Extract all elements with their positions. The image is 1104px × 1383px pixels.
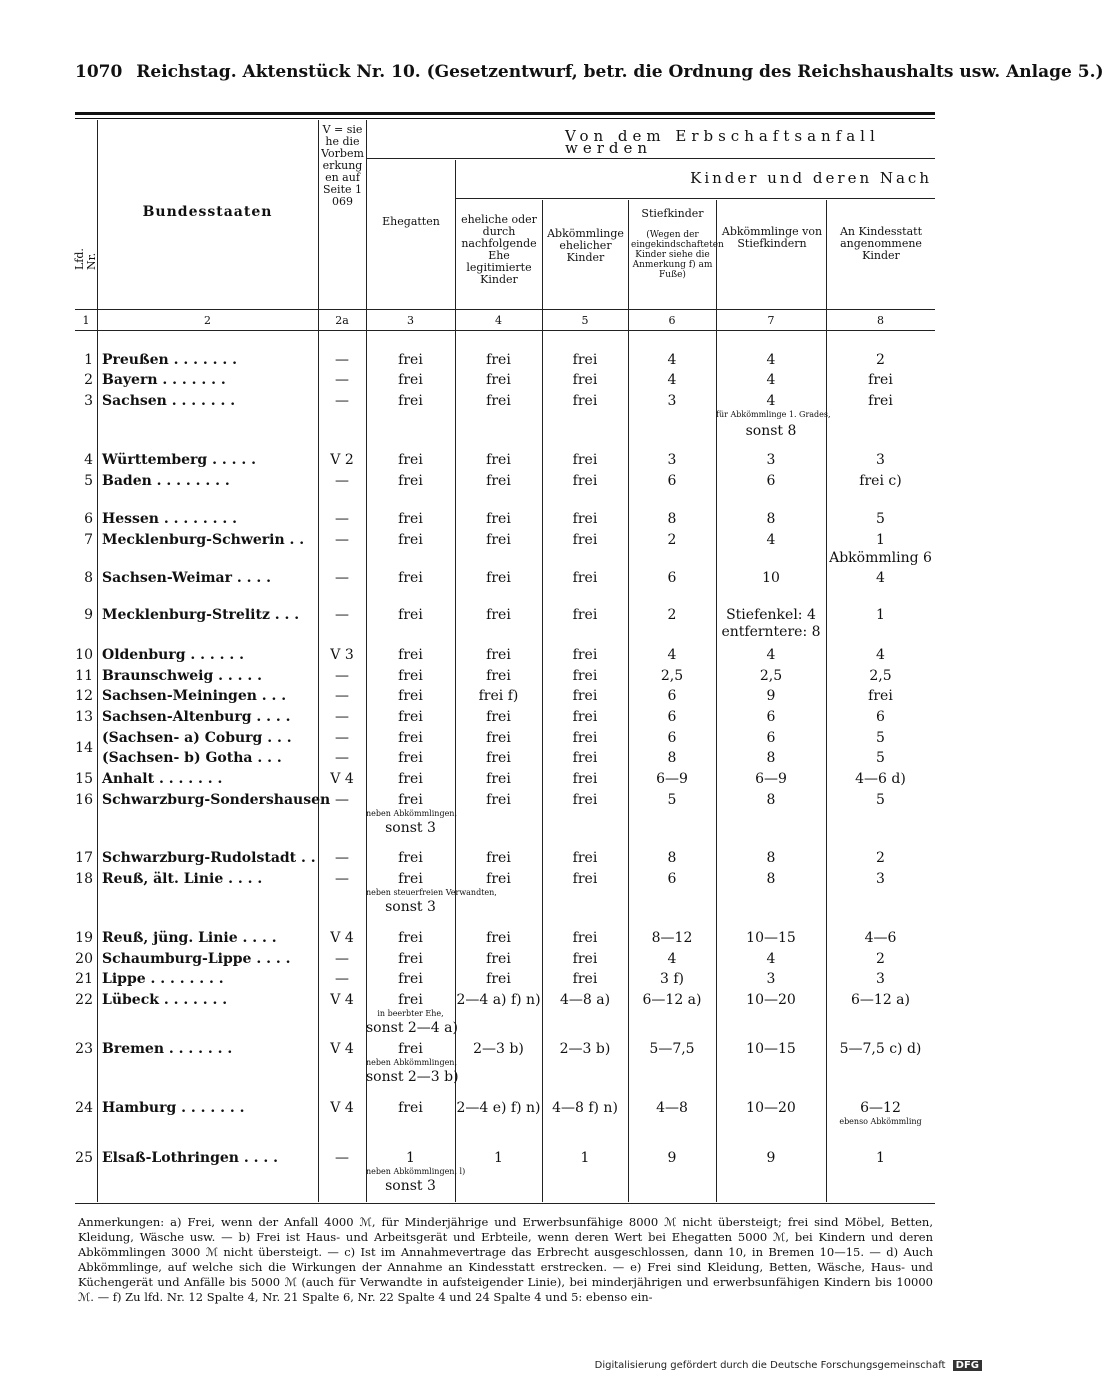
state-name: Württemberg . . . . . [102,452,256,468]
cell-c4: frei [486,452,511,468]
cell-c7: 6—9 [755,771,787,787]
cell-c5: frei [572,750,598,766]
header-col4: eheliche oder durch nachfolgende Ehe legitimierte Kinder [461,213,537,286]
cell-c7: 10—15 [746,930,796,946]
cell-c7: 4 [766,372,776,388]
cell-c7-else: entferntere: 8 [721,624,821,640]
cell-c6: 4 [667,951,677,967]
cell-c3: frei [398,352,423,368]
cell-c5: frei [572,532,598,548]
cell-c8: 5 [876,511,885,527]
row-number: 3 [84,393,93,409]
row-number: 5 [84,473,93,489]
cell-c5: frei [572,352,598,368]
cell-v: V 4 [330,992,354,1008]
cell-c3: frei [398,871,423,887]
cell-c5: frei [572,730,598,746]
header-subgroup-title: Kinder und deren Nach [690,169,932,187]
cell-c5: frei [572,771,598,787]
cell-v: — [335,607,349,623]
cell-c6: 3 f) [659,971,684,987]
cell-c3: frei [398,688,423,704]
cell-c7: 4 [766,647,776,663]
cell-c5: frei [572,792,598,808]
row-number: 24 [75,1100,93,1116]
cell-c4: frei [486,393,511,409]
cell-c6: 5 [667,792,677,808]
cell-c3-else: sonst 3 [385,899,436,915]
cell-c7: Stiefenkel: 4 [726,607,816,623]
cell-c3: frei [398,730,423,746]
cell-c4: 1 [494,1150,503,1166]
row-number: 21 [75,971,93,987]
cell-c6: 8 [667,750,677,766]
state-name: Anhalt . . . . . . . [102,771,223,787]
cell-c8: 4 [876,647,885,663]
cell-c8: frei [868,688,893,704]
row-number: 13 [75,709,93,725]
state-name: Schaumburg-Lippe . . . . [102,951,291,967]
cell-c7: 10—20 [746,1100,796,1116]
cell-v: — [335,352,349,368]
cell-c6: 4 [667,352,677,368]
footnote: Anmerkungen: a) Frei, wenn der Anfall 4000 ℳ, für Minderjährige und Erwerbsunfähige 8000 ℳ nicht übersteigt; frei sind Möbel, Betten, Kleidung, Wäsche usw. — b) Frei ist Haus- und Arbeitsgerät und Erbteile, wenn deren Wert bei Ehegatten 5000 ℳ, bei Kindern und deren Abkömmlingen 3000 ℳ nicht übersteigt. — c) Ist im Annahmevertrage das Erbrecht ausgeschlossen, dann 10, in Bremen 10—15. — d) Auch Abkömmlinge, auf welche sich die Wirkungen der Annahme an Kindesstatt erstrecken. — e) Frei sind Kleidung, Betten, Wäsche, Haus- und Küchengerät und Anfälle bis 5000 ℳ (auch für Verwandte in aufsteigender Linie), bei minderjährigen und erwerbsunfähigen Kindern bis 10000 ℳ. — f) Zu lfd. Nr. 12 Spalte 4, Nr. 21 Spalte 6, Nr. 22 Spalte 4 und 24 Spalte 4 und 5: ebenso ein- [78,1215,933,1304]
state-name: Bayern . . . . . . . [102,372,226,388]
cell-v: — [335,393,349,409]
cell-c5: frei [572,930,598,946]
colnum: 3 [407,314,414,327]
cell-c6: 2 [667,607,677,623]
cell-v: — [335,372,349,388]
cell-c6: 4 [667,647,677,663]
cell-c3: 1 [406,1150,415,1166]
cell-c3: frei [398,668,423,684]
row-number: 16 [75,792,93,808]
cell-c8: 2 [876,352,885,368]
row-number: 10 [75,647,93,663]
cell-v: — [335,709,349,725]
cell-c5: frei [572,647,598,663]
state-name: Bremen . . . . . . . [102,1041,233,1057]
cell-c8: 2 [876,951,885,967]
cell-c8: 4 [876,570,885,586]
credit-text: Digitalisierung gefördert durch die Deutsche Forschungsgemeinschaft [594,1360,946,1371]
cell-c4: frei [486,730,511,746]
row-number: 7 [84,532,93,548]
cell-c3-else: sonst 3 [385,1178,436,1194]
cell-c5: 2—3 b) [559,1041,611,1057]
state-name: Lübeck . . . . . . . [102,992,228,1008]
cell-c5: frei [572,607,598,623]
cell-v: — [335,792,349,808]
cell-c3-note: in beerbter Ehe, [377,1009,444,1018]
cell-v: V 4 [330,1100,354,1116]
row-number: 8 [84,570,93,586]
colnum: 4 [495,314,502,327]
cell-c4: frei [486,930,511,946]
cell-c5: frei [572,393,598,409]
cell-c4: frei [486,850,511,866]
row-number: 11 [75,668,93,684]
cell-c3: frei [398,750,423,766]
cell-v: — [335,730,349,746]
row-number: 19 [75,930,93,946]
cell-c3: frei [398,1100,423,1116]
state-name: Schwarzburg-Rudolstadt . . [102,850,316,866]
cell-c5: 1 [580,1150,590,1166]
page-title: Reichstag. Aktenstück Nr. 10. (Gesetzentwurf, betr. die Ordnung des Reichshaushalts usw. Anlage 5.) [136,62,1104,82]
cell-c7: 4 [766,352,776,368]
cell-c4: frei [486,709,511,725]
colnum: 7 [767,314,775,327]
header-col5: Abkömmlinge ehelicher Kinder [547,227,624,264]
cell-c3: frei [398,930,423,946]
cell-c4: frei [486,771,511,787]
cell-c4: frei [486,871,511,887]
cell-c7: 4 [766,393,776,409]
cell-c8: 2,5 [869,668,892,684]
cell-c3: frei [398,607,423,623]
cell-c5: frei [572,668,598,684]
cell-c5: frei [572,688,598,704]
cell-v: V 3 [330,647,354,663]
cell-c6: 6—9 [656,771,688,787]
cell-c3: frei [398,992,423,1008]
header-lfd-nr: Lfd. Nr. [73,248,98,270]
cell-c6: 4 [667,372,677,388]
cell-c8: 3 [876,871,885,887]
cell-c3-note: neben Abkömmlingen, l) [366,1167,466,1176]
row-number: 6 [84,511,93,527]
cell-c6: 2,5 [660,668,684,684]
cell-v: — [335,688,349,704]
header-rule [75,112,935,115]
page-number: 1070 [75,62,123,82]
header-rule-thin [75,118,935,119]
cell-v: — [335,1150,349,1166]
state-name: Baden . . . . . . . . [102,473,230,489]
row-number: 23 [75,1041,93,1057]
cell-c4: frei [486,668,511,684]
cell-c7-note: für Abkömmlinge 1. Grades, [716,410,831,419]
cell-c3-else: sonst 2—3 b) [366,1069,459,1085]
colnum: 6 [668,314,676,327]
cell-c8: frei c) [859,473,902,489]
cell-c8: 5—7,5 c) d) [839,1041,922,1057]
credit-line [595,1360,982,1371]
state-name: Mecklenburg-Strelitz . . . [102,607,300,623]
grid-line [366,158,935,159]
row-number: 9 [84,607,93,623]
header-col6-sub: (Wegen der eingekindschafteten Kinder siehe die Anmerkung f) am Fuße) [631,230,724,280]
cell-c4: 2—4 a) f) n) [456,992,541,1008]
cell-c7: 8 [766,750,776,766]
cell-c3: frei [398,971,423,987]
cell-c5: frei [572,511,598,527]
cell-c8-note: ebenso Abkömmling [839,1117,922,1126]
colnum: 8 [877,314,884,327]
cell-c6: 6 [667,730,677,746]
cell-c8: 5 [876,792,885,808]
cell-c4: frei [486,607,511,623]
state-name: Sachsen-Weimar . . . . [102,570,271,586]
row-number: 20 [75,951,93,967]
cell-c7: 4 [766,532,776,548]
state-name: Hessen . . . . . . . . [102,511,237,527]
header-v-note: V = siehe die Vorbemerkungen auf Seite 1069 [321,123,364,208]
cell-v: — [335,511,349,527]
cell-c4: frei [486,647,511,663]
row-number: 25 [75,1150,93,1166]
cell-c7: 10 [762,570,780,586]
cell-c8: 1 [876,532,885,548]
cell-c8: 1 [876,607,885,623]
cell-c3: frei [398,771,423,787]
header-group-title: Von dem Erbschaftsanfall werden [565,127,880,157]
header-col7: Abkömmlinge von Stiefkindern [721,225,823,250]
cell-c8: 5 [876,750,885,766]
cell-c4: frei [486,372,511,388]
cell-c4: frei [486,511,511,527]
header-col8: An Kindesstatt angenommene Kinder [839,225,922,262]
state-name: Elsaß-Lothringen . . . . [102,1150,278,1166]
row-number: 4 [84,452,93,468]
state-name: Hamburg . . . . . . . [102,1100,245,1116]
cell-c5: frei [572,850,598,866]
state-name: Reuß, ält. Linie . . . . [102,871,263,887]
cell-c6: 6 [667,709,677,725]
cell-c3: frei [398,511,423,527]
colnum: 1 [82,314,90,327]
cell-c6: 6 [667,570,677,586]
cell-c6: 9 [667,1150,677,1166]
cell-c8: 3 [876,452,885,468]
cell-c5: 4—8 a) [559,992,611,1008]
cell-c4: 2—3 b) [473,1041,524,1057]
cell-c5: frei [572,971,598,987]
cell-v: — [335,871,349,887]
grid-line [75,330,935,331]
cell-v: V 4 [330,1041,354,1057]
cell-c4: 2—4 e) f) n) [456,1100,541,1116]
state-name: Sachsen-Meiningen . . . [102,688,287,704]
cell-c3: frei [398,393,423,409]
cell-c3: frei [398,372,423,388]
cell-c8: 4—6 [864,930,897,946]
state-name: (Sachsen- a) Coburg . . . [102,730,292,746]
cell-c4: frei [486,951,511,967]
state-name: Sachsen . . . . . . . [102,393,236,409]
cell-c3: frei [398,709,423,725]
cell-v: — [335,532,349,548]
cell-c3: frei [398,473,423,489]
cell-c4: frei [486,352,511,368]
cell-v: V 4 [330,930,354,946]
cell-c7-else: sonst 8 [745,423,797,439]
cell-c8: 6—12 a) [851,992,910,1008]
cell-c4: frei [486,570,511,586]
cell-c7: 8 [766,871,776,887]
cell-c6: 8—12 [651,930,693,946]
cell-v: — [335,668,349,684]
cell-c6: 6 [667,473,677,489]
cell-c8: 2 [876,850,885,866]
cell-c6: 2 [667,532,677,548]
cell-c4: frei [486,792,511,808]
cell-c5: 4—8 f) n) [552,1100,618,1116]
cell-c8: 4—6 d) [855,771,906,787]
cell-c3: frei [398,951,423,967]
cell-v: — [335,570,349,586]
state-name: Oldenburg . . . . . . [102,647,245,663]
cell-c6: 6 [667,688,677,704]
grid-line [75,309,935,310]
row-number: 22 [75,992,93,1008]
state-name: (Sachsen- b) Gotha . . . [102,750,282,766]
cell-c6: 5—7,5 [649,1041,695,1057]
row-number: 15 [75,771,93,787]
cell-c7: 3 [766,452,776,468]
cell-c3: frei [398,532,423,548]
cell-v: — [335,850,349,866]
state-name: Sachsen-Altenburg . . . . [102,709,291,725]
cell-v: V 2 [330,452,354,468]
cell-c4: frei f) [478,688,519,704]
cell-c6: 6—12 a) [642,992,702,1008]
row-number: 18 [75,871,93,887]
header-col6-title: Stiefkinder [641,207,704,220]
cell-c3-else: sonst 2—4 a) [366,1020,458,1036]
row-number: 1 [84,352,93,368]
cell-c6: 8 [667,850,677,866]
cell-c8: 6—12 [860,1100,901,1116]
cell-c7: 6 [766,473,776,489]
state-name: Schwarzburg-Sondershausen [102,792,331,808]
cell-c5: frei [572,452,598,468]
cell-v: — [335,971,349,987]
cell-c8: 3 [876,971,885,987]
page-header [75,62,1104,82]
cell-c3: frei [398,452,423,468]
cell-c5: frei [572,570,598,586]
cell-c4: frei [486,532,511,548]
cell-c8: frei [868,393,893,409]
cell-v: — [335,750,349,766]
cell-c3: frei [398,570,423,586]
grid-line [75,1203,935,1204]
colnum: 2 [204,314,211,327]
cell-c6: 4—8 [656,1100,688,1116]
row-number: 17 [75,850,93,866]
cell-c6: 6 [667,871,677,887]
cell-c6: 3 [667,393,677,409]
cell-c4: frei [486,473,511,489]
cell-c4: frei [486,971,511,987]
state-name: Braunschweig . . . . . [102,668,263,684]
cell-v: — [335,951,349,967]
colnum: 5 [581,314,589,327]
cell-c8-note: Abkömmling 6 [829,550,932,566]
cell-c7: 6 [766,730,776,746]
cell-c7: 8 [766,511,776,527]
state-name: Reuß, jüng. Linie . . . . [102,930,277,946]
row-number: 2 [84,372,93,388]
cell-v: — [335,473,349,489]
cell-c3: frei [398,850,423,866]
dfg-logo: DFG [953,1360,982,1371]
header-bundesstaaten: Bundesstaaten [142,204,273,220]
cell-c8: 5 [876,730,885,746]
cell-c7: 8 [766,850,776,866]
cell-c7: 4 [766,951,776,967]
cell-c5: frei [572,951,598,967]
state-name: Mecklenburg-Schwerin . . [102,532,305,548]
cell-c7: 6 [766,709,776,725]
cell-c4: frei [486,750,511,766]
cell-c3-note: neben Abkömmlingen, [366,1058,457,1067]
cell-c3-else: sonst 3 [385,820,436,836]
state-name: Preußen . . . . . . . [102,352,237,368]
cell-c7: 10—15 [746,1041,796,1057]
cell-c6: 8 [667,511,677,527]
cell-c5: frei [572,871,598,887]
cell-c8: frei [868,372,893,388]
cell-c8: 1 [876,1150,885,1166]
state-name: Lippe . . . . . . . . [102,971,224,987]
cell-c3: frei [398,647,423,663]
colnum: 2a [335,314,349,327]
row-number: 12 [75,688,93,704]
cell-c7: 10—20 [746,992,796,1008]
cell-c5: frei [572,709,598,725]
cell-c5: frei [572,473,598,489]
cell-c3-note: neben Abkömmlingen, [366,809,457,818]
cell-c7: 9 [766,1150,776,1166]
cell-c7: 8 [766,792,776,808]
grid-line [455,198,935,199]
cell-c8: 6 [876,709,885,725]
cell-c3: frei [398,1041,423,1057]
cell-c3: frei [398,792,423,808]
row-number: 14 [75,740,93,756]
cell-c6: 3 [667,452,677,468]
cell-c7: 3 [766,971,776,987]
grid-line [97,120,98,1202]
header-ehegatten: Ehegatten [382,215,440,228]
cell-c3-note: neben steuerfreien Verwandten, [366,888,497,897]
cell-v: V 4 [330,771,354,787]
cell-c7: 9 [766,688,776,704]
cell-c7: 2,5 [759,668,783,684]
cell-c5: frei [572,372,598,388]
